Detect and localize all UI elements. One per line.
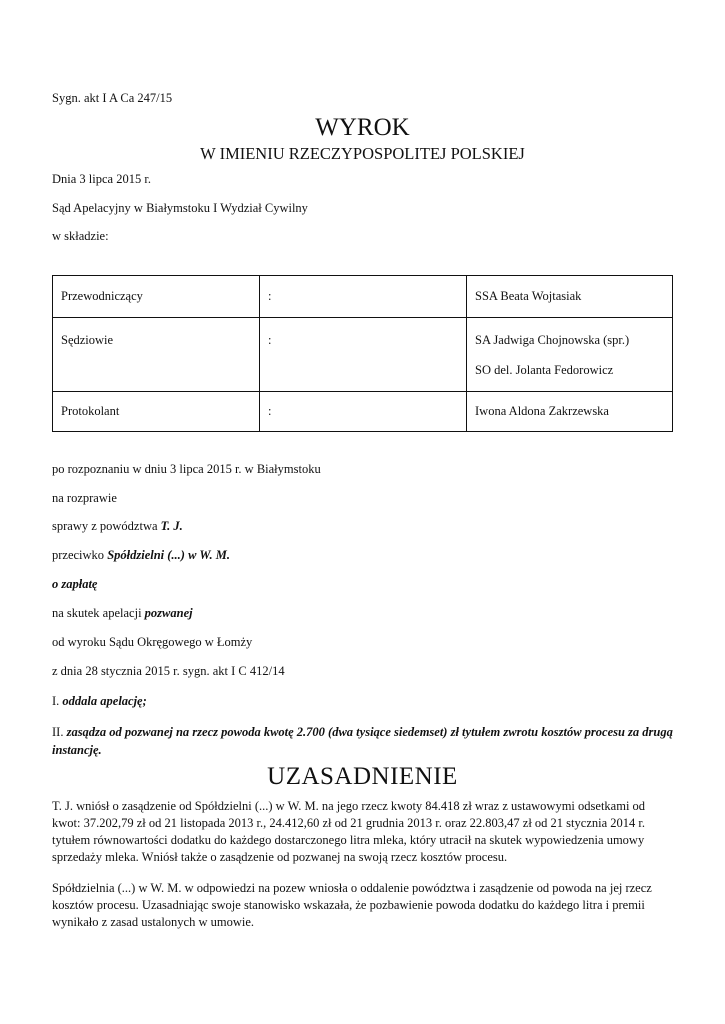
justification-paragraph-2: Spółdzielnia (...) w W. M. w odpowiedzi na pozew wniosła o oddalenie powództwa i zasądzenie od powoda na jej rzecz kosztów procesu. Uzasadniając swoje stanowisko wskazała, że pozbawienie powoda dodatku do każdego litra i premii wynikało z zasad ustalonych w umowie. (52, 881, 652, 929)
judgment-reference-date: z dnia 28 stycznia 2015 r. sygn. akt I C 412/14 (52, 664, 285, 678)
presiding-name: SSA Beata Wojtasiak (467, 276, 673, 318)
justification-paragraph-1: T. J. wniósł o zasądzenie od Spółdzielni (...) w W. M. na jego rzecz kwoty 84.418 zł wraz z ustawowymi odsetkami od kwot: 37.202,79 zł od 21 listopada 2013 r., 24.412,60 zł od 21 grudnia 2013 r. oraz 22.803,47 zł od 21 stycznia 2014 r. tytułem równowartości dodatku do każdego dostarczonego litra mleka, który utracił na skutek wypowiedzenia umowy sprzedaży mleka. Wniósł także o zasądzenie od pozwanej na swoją rzecz kosztów procesu. (52, 799, 646, 864)
table-row (53, 318, 673, 392)
judges-names (467, 318, 673, 392)
hearing-line: po rozpoznaniu w dniu 3 lipca 2015 r. w Białymstoku (52, 462, 321, 476)
ruling-item-1 (52, 694, 147, 709)
session-line: na rozprawie (52, 491, 117, 505)
case-number: Sygn. akt I A Ca 247/15 (52, 91, 173, 105)
case-subject: o zapłatę (52, 577, 98, 591)
appellant: pozwanej (144, 606, 193, 620)
plaintiff-line (52, 519, 183, 534)
defendant-line (52, 548, 230, 563)
table-row (53, 276, 673, 318)
document-title: WYROK (315, 114, 410, 141)
ruling-item-2 (52, 723, 676, 759)
ruling-item-1-number: I. (52, 694, 63, 708)
document-subtitle: W IMIENIU RZECZYPOSPOLITEJ POLSKIEJ (200, 144, 525, 163)
judgment-date: Dnia 3 lipca 2015 r. (52, 172, 151, 186)
composition-table (52, 275, 673, 432)
appeal-line (52, 606, 193, 621)
clerk-name: Iwona Aldona Zakrzewska (467, 392, 673, 432)
appeal-prefix: na skutek apelacji (52, 606, 145, 620)
defendant-name: Spółdzielni (...) w W. M. (107, 548, 231, 562)
presiding-separator: : (260, 276, 467, 318)
defendant-prefix: przeciwko (52, 548, 108, 562)
judges-separator: : (260, 318, 467, 392)
ruling-item-2-text: zasądza od pozwanej na rzecz powoda kwotę 2.700 (dwa tysiące siedemset) zł tytułem zwrotu kosztów procesu za drugą instancję. (52, 725, 673, 757)
ruling-item-1-text: oddala apelację; (62, 694, 147, 708)
justification-title: UZASADNIENIE (267, 763, 458, 790)
judgment-reference: od wyroku Sądu Okręgowego w Łomży (52, 635, 253, 649)
court-name: Sąd Apelacyjny w Białymstoku I Wydział Cywilny (52, 201, 308, 215)
judges-label: Sędziowie (53, 318, 260, 392)
plaintiff-prefix: sprawy z powództwa (52, 519, 161, 533)
judge-1-name: SA Jadwiga Chojnowska (spr.) (475, 333, 630, 347)
table-row (53, 392, 673, 432)
presiding-label: Przewodniczący (53, 276, 260, 318)
plaintiff-name: T. J. (160, 519, 183, 533)
ruling-item-2-number: II. (52, 725, 67, 739)
clerk-label: Protokolant (53, 392, 260, 432)
clerk-separator: : (260, 392, 467, 432)
composition-label: w składzie: (52, 229, 109, 243)
judge-2-name: SO del. Jolanta Fedorowicz (475, 363, 614, 377)
